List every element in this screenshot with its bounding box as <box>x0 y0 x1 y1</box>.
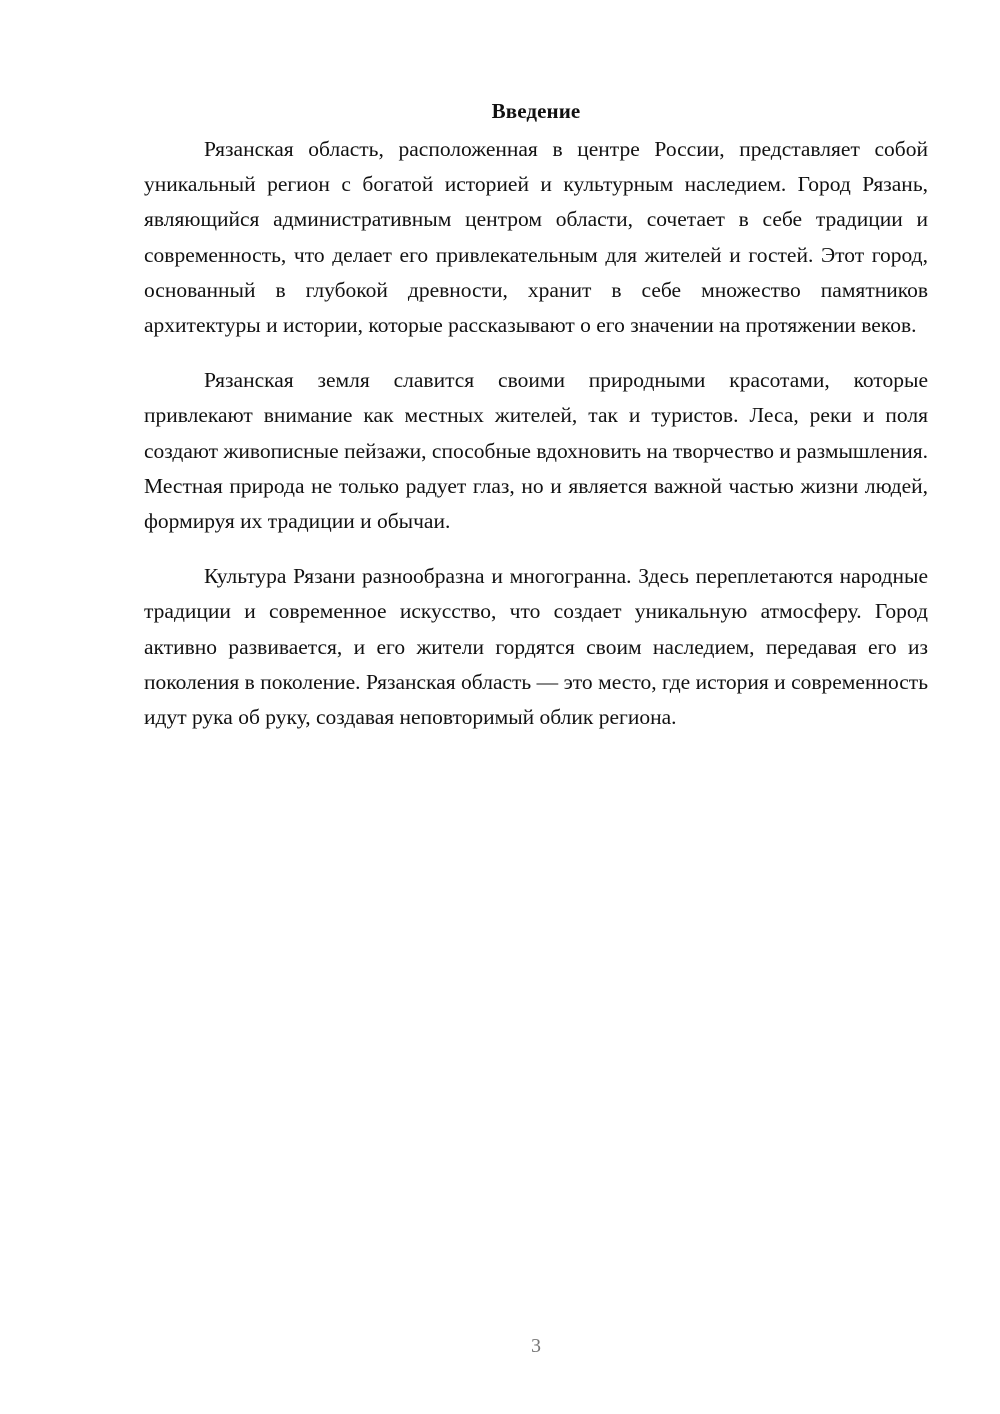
page-title: Введение <box>491 99 581 123</box>
paragraph-3: Культура Рязани разнообразна и многогранна. Здесь переплетаются народные традиции и современное искусство, что создает уникальную атмосферу. Город активно развивается, и его жители гордятся своим наследием, передавая его из поколения в поколение. Рязанская область — это место, где история и современность идут рука об руку, создавая неповторимый облик региона. <box>144 564 928 730</box>
paragraph-2: Рязанская земля славится своими природными красотами, которые привлекают внимание как местных жителей, так и туристов. Леса, реки и поля создают живописные пейзажи, способные вдохновить на творчество и размышления. Местная природа не только радует глаз, но и является важной частью жизни людей, формируя их традиции и обычаи. <box>144 368 928 534</box>
page-number: 3 <box>531 1335 541 1357</box>
page-content <box>144 96 928 735</box>
paragraph-1: Рязанская область, расположенная в центре России, представляет собой уникальный регион с богатой историей и культурным наследием. Город Рязань, являющийся административным центром области, сочетает в себе традиции и современность, что делает его привлекательным для жителей и гостей. Этот город, основанный в глубокой древности, хранит в себе множество памятников архитектуры и истории, которые рассказывают о его значении на протяжении веков. <box>144 137 928 338</box>
